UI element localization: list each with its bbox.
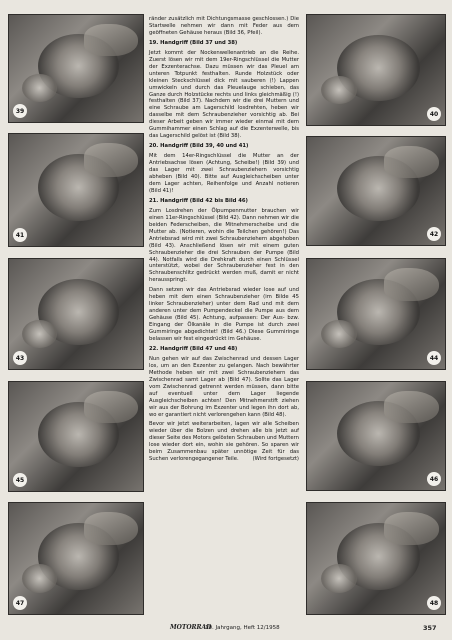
page-footer (0, 622, 452, 636)
figure-number: 47 (13, 596, 27, 610)
photo-47 (8, 502, 144, 615)
continued-note: (Wird fortgesetzt) (252, 456, 299, 463)
paragraph: Dann setzen wir das Antriebsrad wieder lose auf und heben mit dem einen Schraubenzieher (im Bilde 45 linker Schraubenzieher) unter dem Rad und mit dem anderen unter dem Pumpendeckel die Pumpe aus dem Gehäuse (Bild 45). Achtung, aufpassen: Der Aus- bzw. Eingang der Ölkanäle in die Pumpe ist durch zwei Gummiringe abgedichtet! (Bild 46.) Diese Gummiringe belassen wir fest eingedrückt im Gehäuse. (149, 287, 299, 342)
magazine-brand: MOTORRAD (170, 624, 212, 631)
paragraph (149, 421, 299, 463)
paragraph: Jetzt kommt der Nockenwellenantrieb an die Reihe. Zuerst lösen wir mit dem 19er-Ringschlüssel die Mutter der Exzenterachse. Dazu müssen wir das Pleuel am unteren Totpunkt festhalten. Runde Holzstück oder kleinen Steckschlüssel dick mit sauberen (!) Lappen umwickeln und durch das Pleuelauge schieben, das Ganze durch Holzstücke rechts und links gleichmäßig (!) festhalten (Bild 37). Nachdem wir die drei Muttern und eine Schraube am Lagerschild losdrehten, heben wir dasselbe mit dem Schraubenzieher vorsichtig ab. Bei dieser Arbeit geben wir immer wieder einmal mit dem Gummihammer einen Schlag auf die Exzenterwelle, bis das Lagerschild gelöst ist (Bild 38). (149, 49, 299, 140)
figure-number: 48 (427, 596, 441, 610)
photo-39 (8, 14, 144, 123)
figure-number: 42 (427, 227, 441, 241)
figure-number: 45 (13, 473, 27, 487)
photo-46 (306, 381, 446, 491)
photo-41 (8, 133, 144, 247)
figure-number: 39 (13, 104, 27, 118)
figure-number: 41 (13, 228, 27, 242)
paragraph: ränder zusätzlich mit Dichtungsmasse geschlossen.) Die Startwelle nehmen wir dann mit Feder aus dem geöffneten Gehäuse heraus (Bild 36, Pfeil). (149, 16, 299, 36)
photo-44 (306, 258, 446, 370)
paragraph: Mit dem 14er-Ringschlüssel die Mutter an der Antriebsachse lösen (Achtung, Scheibe!) (Bild 39) und das Lager mit zwei Schraubenziehern vorsichtig abheben (Bild 40). Bitte auf Ausgleichscheiben unter dem Lager achten, Reihenfolge und Anzahl notieren (Bild 41)! (149, 153, 299, 194)
photo-40 (306, 14, 446, 126)
figure-number: 44 (427, 351, 441, 365)
paragraph: Zum Losdrehen der Ölpumpenmutter brauchen wir einen 11er-Ringschlüssel (Bild 42). Dann nehmen wir die beiden Federscheiben, die Mitnehmerscheibe und die Mutter ab. (Notieren, wohin die Teilchen gehören!) Das Antriebsrad wird mit zwei Schraubenziehern abgehoben (Bild 43). Anschließend lösen wir mit einem guten Schraubenzieher die drei Schrauben der Pumpe (Bild 44). Notfalls wird die Drehkraft durch einen Schlüssel unterstützt, wobei der Schraubenzieher fest in den Schraubenschlitz gedrückt werden muß, damit er nicht herausspringt. (149, 207, 299, 284)
photo-48 (306, 502, 446, 615)
article-text-column (149, 16, 299, 616)
section-heading: 19. Handgriff (Bild 37 und 38) (149, 39, 238, 46)
photo-43 (8, 258, 144, 370)
figure-number: 46 (427, 472, 441, 486)
photo-42 (306, 136, 446, 246)
figure-number: 43 (13, 351, 27, 365)
page-number: 357 (423, 624, 437, 632)
section-heading: 21. Handgriff (Bild 42 bis Bild 46) (149, 197, 248, 204)
section-heading: 20. Handgriff (Bild 39, 40 und 41) (149, 143, 249, 150)
paragraph: Nun gehen wir auf das Zwischenrad und dessen Lager los, um an den Exzenter zu gelangen. Nach bewährter Methode heben wir mit zwei Schraubenziehern das Zwischenrad samt Lager ab (Bild 47). Sollte das Lager vom Zwischenrad getrennt werden müssen, dann bitte auf eventuell unter dem Lager liegende Ausgleichscheiben achten! Den Mitnehmerstift ziehen wir aus der Bohrung im Exzenter und legen ihn dort ab, wo er garantiert nicht verlorengehen kann (Bild 48). (149, 355, 299, 418)
section-heading: 22. Handgriff (Bild 47 und 48) (149, 345, 238, 352)
figure-number: 40 (427, 107, 441, 121)
issue-info: 10. Jahrgang, Heft 12/1958 (205, 624, 280, 631)
closing-text: Bevor wir jetzt weiterarbeiten, lagen wir alle Scheiben wieder über die Bolzen und drehen alle bis jetzt auf dieser Seite des Motors gelösten Schrauben und Muttern lose wieder dort ein, wohin sie gehören. So sparen wir beim Zusammenbau später unnötige Zeit für das Suchen verlorengegangener Teile. (149, 421, 299, 463)
photo-45 (8, 381, 144, 492)
